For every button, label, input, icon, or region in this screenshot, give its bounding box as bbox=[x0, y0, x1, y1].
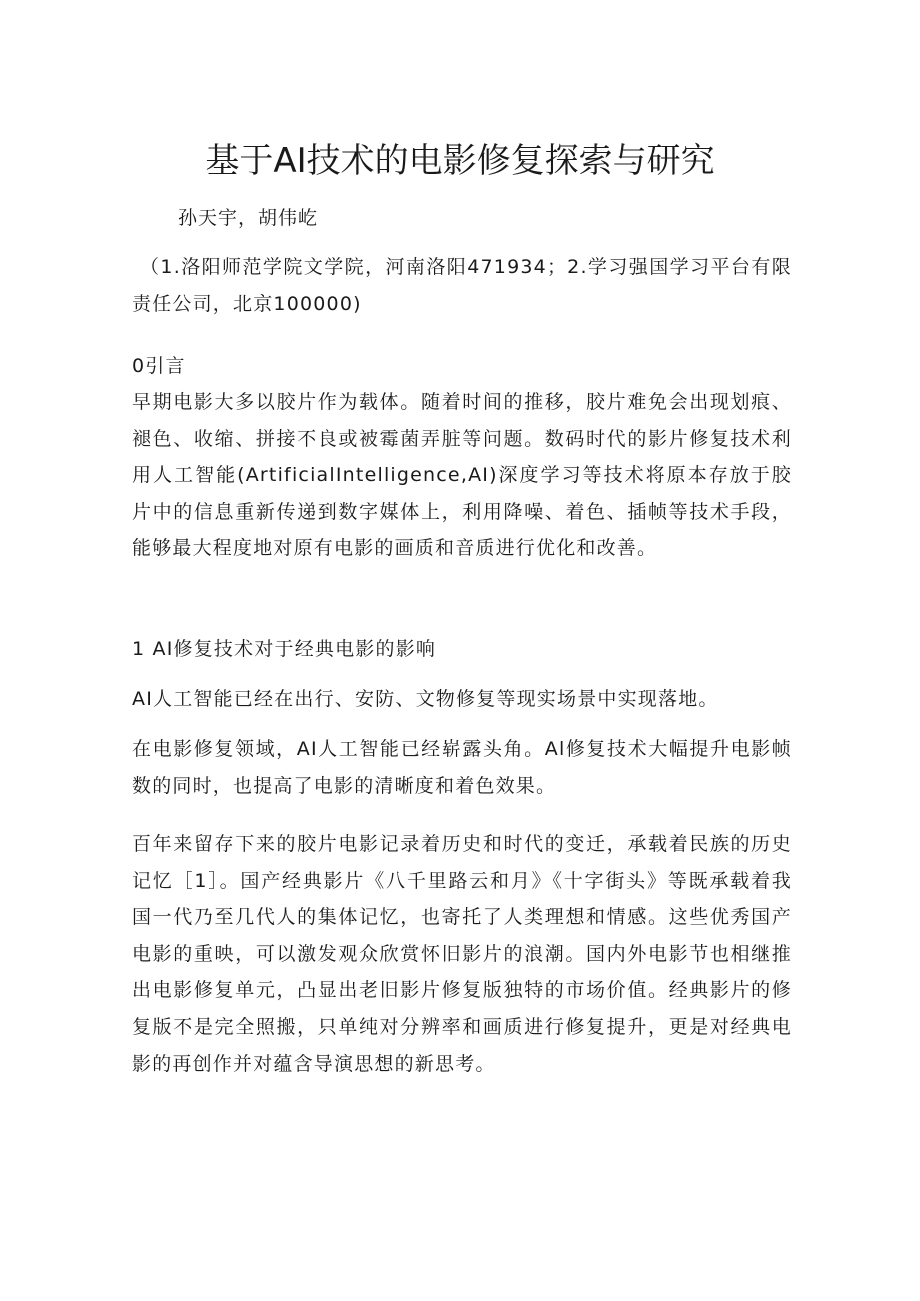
author-line: 孙天宇，胡伟屹 bbox=[178, 207, 319, 229]
section-heading-ai-impact: 1 AI修复技术对于经典电影的影响 bbox=[132, 638, 437, 660]
paragraph: 在电影修复领域，AI人工智能已经崭露头角。Al修复技术大幅提升电影帧数的同时，也提高了电影的清晰度和着色效果。 bbox=[132, 738, 792, 797]
paragraph: 百年来留存下来的胶片电影记录着历史和时代的变迁，承载着民族的历史记忆［1］。国产经典影片《八千里路云和月》《十字街头》等既承载着我国一代乃至几代人的集体记忆，也寄托了人类理想和情感。这些优秀国产电影的重映，可以激发观众欣赏怀旧影片的浪潮。国内外电影节也相继推出电影修复单元，凸显出老旧影片修复版独特的市场价值。经典影片的修复版不是完全照搬，只单纯对分辨率和画质进行修复提升，更是对经典电影的再创作并对蕴含导演思想的新思考。 bbox=[132, 833, 792, 1075]
document-title: 基于AI技术的电影修复探索与研究 bbox=[205, 140, 715, 181]
section-heading-intro: 0引言 bbox=[132, 355, 186, 377]
paragraph: AI人工智能已经在出行、安防、文物修复等现实场景中实现落地。 bbox=[132, 688, 719, 710]
affiliation: （1.洛阳师范学院文学院，河南洛阳471934；2.学习强国学习平台有限责任公司，北京100000) bbox=[132, 256, 792, 315]
paragraph: 早期电影大多以胶片作为载体。随着时间的推移，胶片难免会出现划痕、褪色、收缩、拼接不良或被霉菌弄脏等问题。数码时代的影片修复技术利用人工智能(ArtificialIntelligence,AI)深度学习等技术将原本存放于胶片中的信息重新传递到数字媒体上，利用降噪、着色、插帧等技术手段，能够最大程度地对原有电影的画质和音质进行优化和改善。 bbox=[132, 391, 792, 560]
